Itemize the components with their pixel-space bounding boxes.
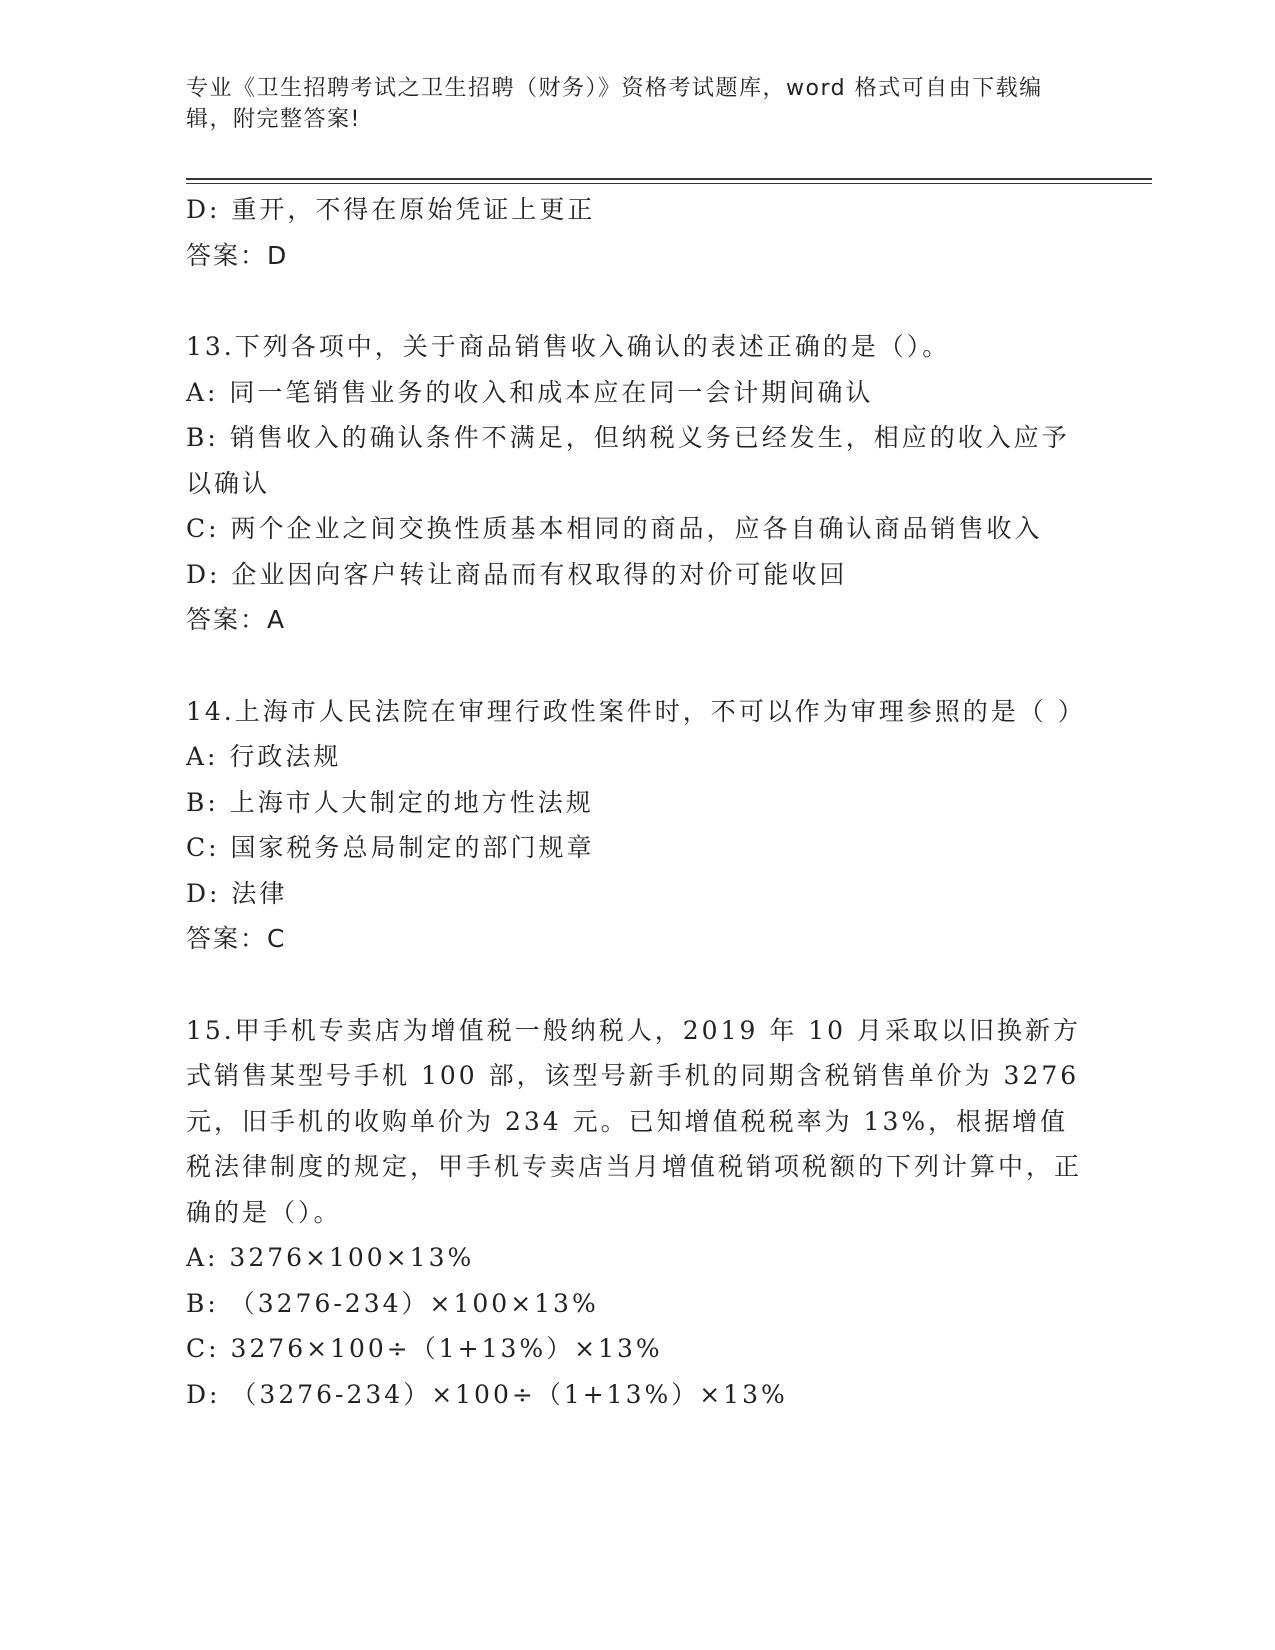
question-stem: 14.上海市人民法院在审理行政性案件时，不可以作为审理参照的是（ ）	[186, 696, 1086, 726]
option-d: D: 企业因向客户转让商品而有权取得的对价可能收回	[186, 559, 848, 589]
question-stem: 13.下列各项中，关于商品销售收入确认的表述正确的是（）。	[186, 332, 951, 361]
header-divider-thick	[186, 178, 1152, 180]
question-answer: 答案：C	[186, 924, 287, 953]
option-a: A: 同一笔销售业务的收入和成本应在同一会计期间确认	[186, 377, 874, 407]
option-d: D: （3276-234）×100÷（1+13%）×13%	[186, 1379, 788, 1409]
question-13	[186, 324, 1086, 643]
spacer	[186, 962, 1086, 1008]
prev-question-answer: 答案：D	[186, 240, 289, 270]
spacer	[186, 643, 1086, 689]
question-stem: 15.甲手机专卖店为增值税一般纳税人，2019 年 10 月采取以旧换新方式销售某型号手机 100 部，该型号新手机的同期含税销售单价为 3276 元，旧手机的收购单价为 234 元。已知增值税税率为 13%，根据增值税法律制度的规定，甲手机专卖店当月增值税销项税额的下列计算中，正确的是（）。	[186, 1015, 1083, 1227]
option-a: A: 3276×100×13%	[186, 1243, 475, 1272]
option-c: C: 国家税务总局制定的部门规章	[186, 833, 595, 862]
option-b: B: （3276-234）×100×13%	[186, 1288, 599, 1318]
question-list	[186, 187, 1086, 1417]
option-c: C: 3276×100÷（1+13%）×13%	[186, 1334, 663, 1363]
option-d: D: 法律	[186, 878, 288, 908]
option-b: B: 销售收入的确认条件不满足，但纳税义务已经发生，相应的收入应予以确认	[186, 423, 1070, 498]
option-c: C: 两个企业之间交换性质基本相同的商品，应各自确认商品销售收入	[186, 514, 1043, 543]
option-b: B: 上海市人大制定的地方性法规	[186, 787, 594, 817]
question-answer: 答案：A	[186, 605, 287, 634]
header-divider-thin	[186, 183, 1152, 184]
document-header: 专业《卫生招聘考试之卫生招聘（财务）》资格考试题库，word 格式可自由下载编辑，附完整答案!	[186, 76, 1043, 132]
question-15	[186, 1008, 1086, 1418]
spacer	[186, 278, 1086, 324]
prev-question-option-d: D: 重开，不得在原始凭证上更正	[186, 195, 596, 224]
option-a: A: 行政法规	[186, 742, 342, 771]
question-14	[186, 689, 1086, 962]
